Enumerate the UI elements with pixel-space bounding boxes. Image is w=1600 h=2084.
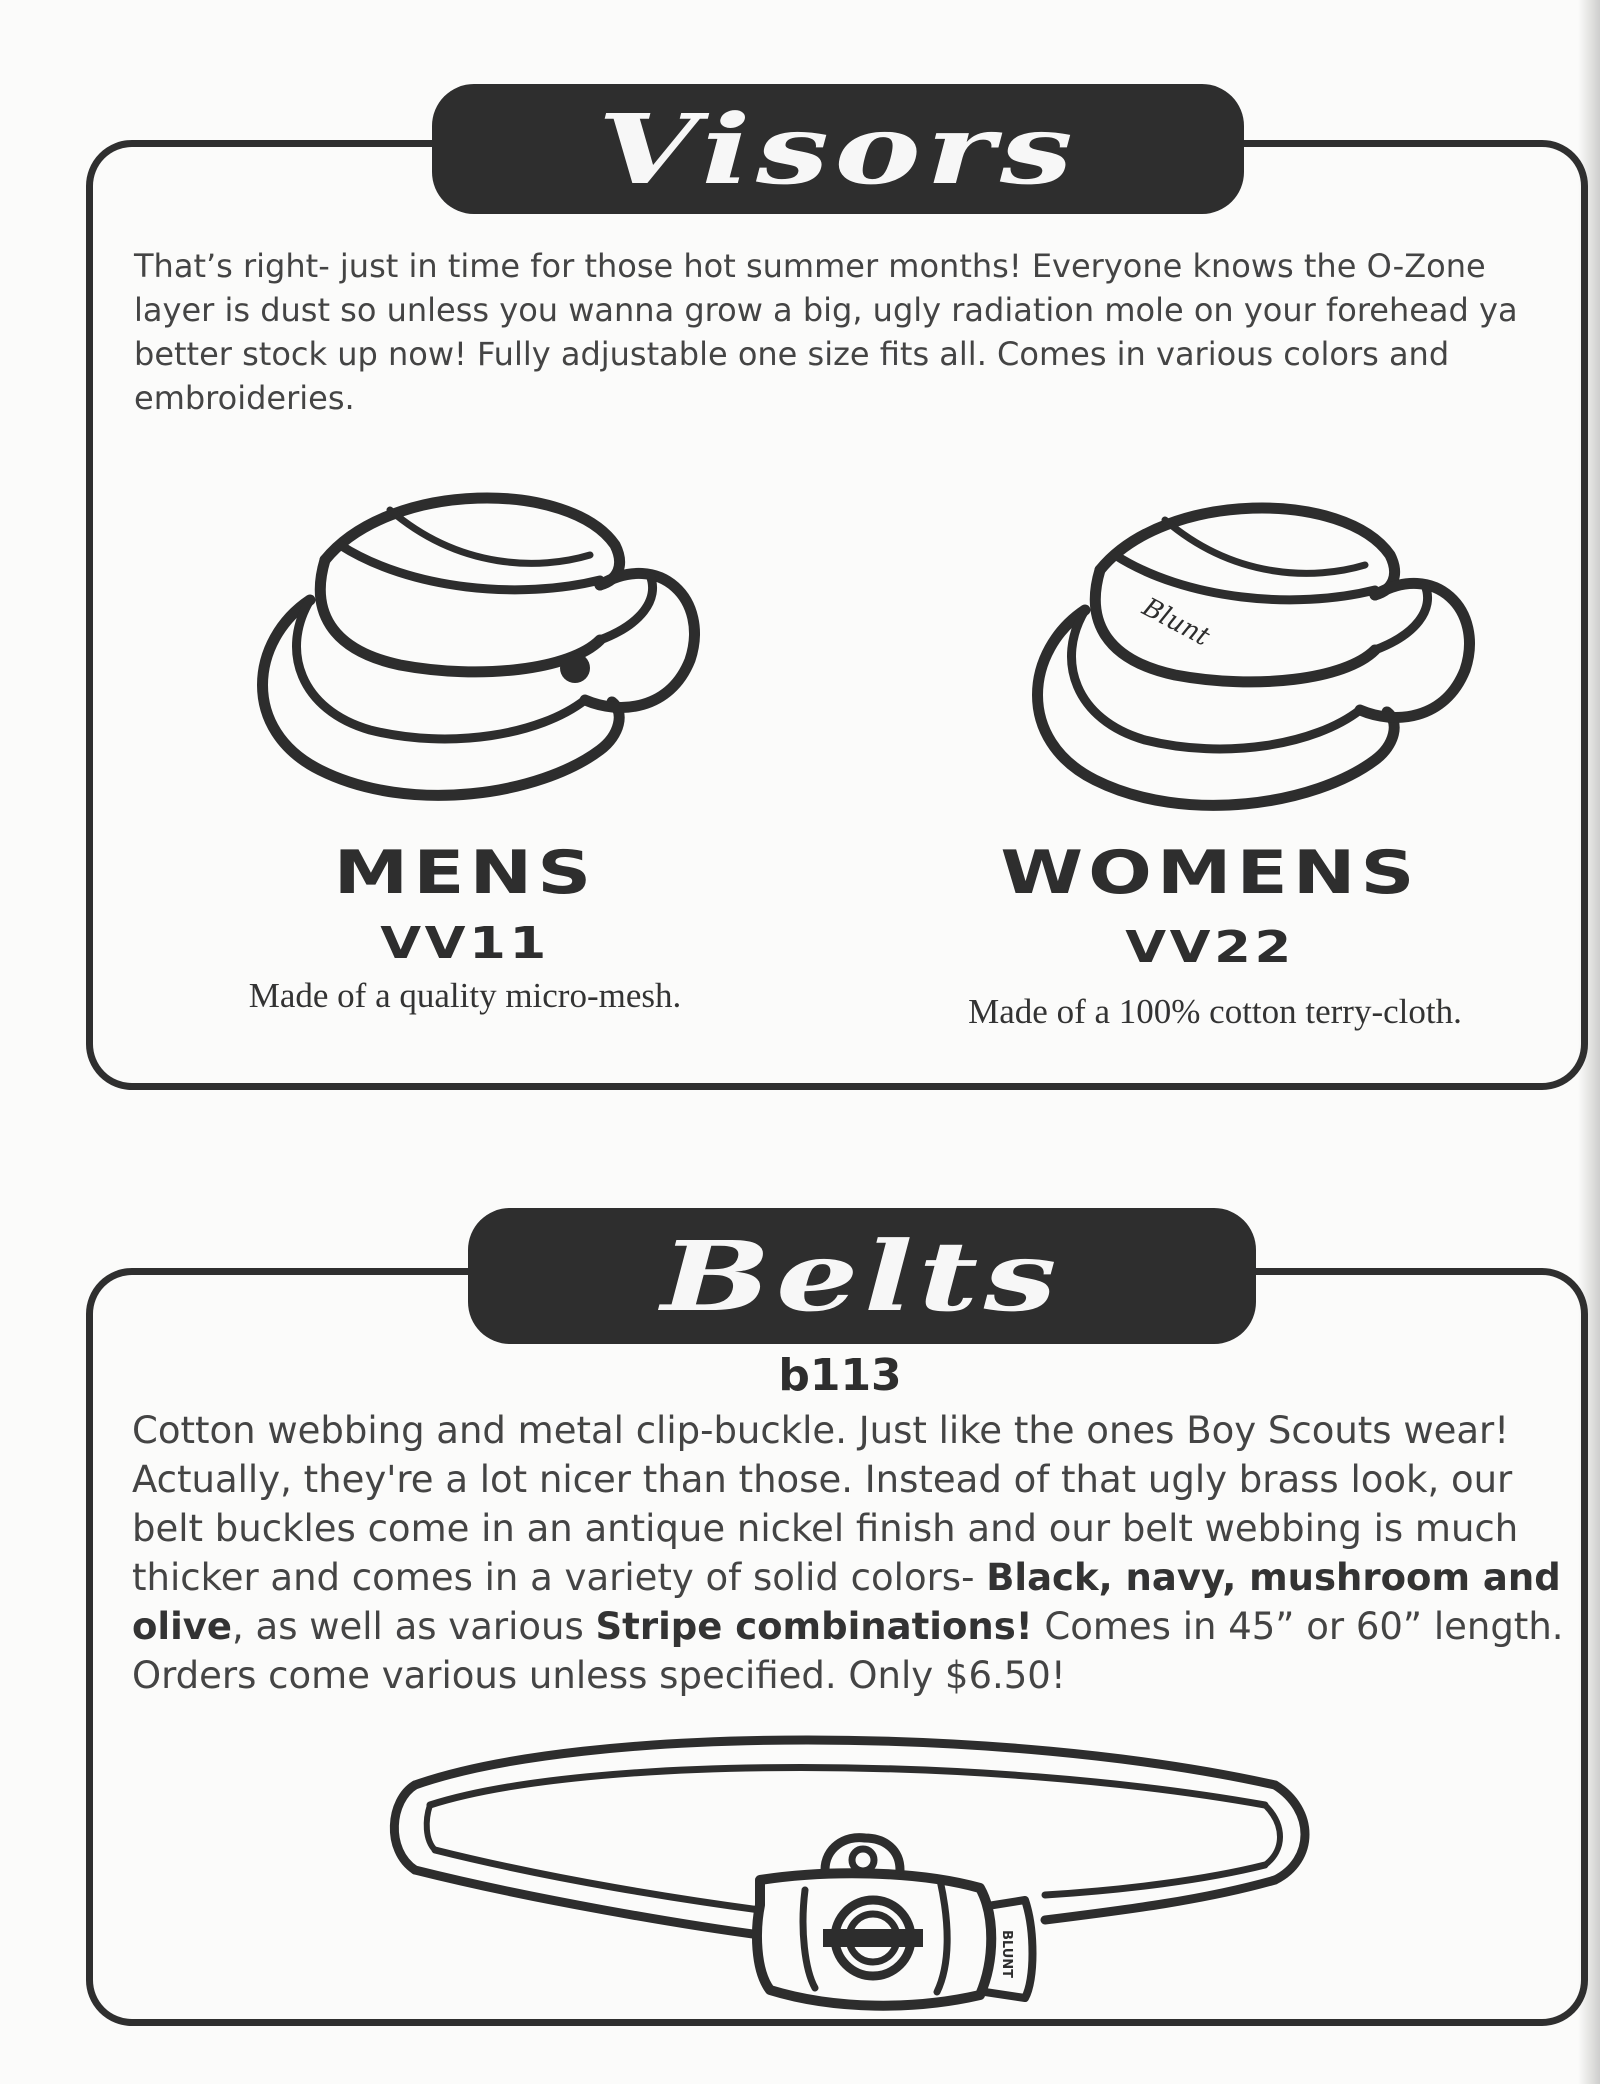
mens-label: MENS <box>333 838 597 908</box>
visors-title: Visors <box>597 92 1079 206</box>
belt-tab-label: BLUNT <box>999 1930 1014 1979</box>
belts-title-banner <box>468 1208 1256 1344</box>
belts-description <box>132 1406 1572 1700</box>
mens-material: Made of a quality micro-mesh. <box>248 976 682 1015</box>
mens-visor-illustration <box>240 450 720 820</box>
visors-title-banner <box>432 84 1244 214</box>
womens-code: VV22 <box>1125 922 1295 973</box>
mens-code: VV11 <box>380 918 550 969</box>
womens-visor-embroidery: Blunt <box>1137 592 1215 653</box>
womens-visor-illustration <box>1015 460 1495 830</box>
belt-illustration <box>385 1730 1325 1990</box>
mens-visor-snap-dot <box>560 653 590 683</box>
womens-label: WOMENS <box>1000 838 1420 908</box>
visors-description: That’s right- just in time for those hot summer months! Everyone knows the O-Zone layer is dust so unless you wanna grow a big, ugly radiation mole on your forehead ya better stock up now! Fully adjustable one size fits all. Comes in various colors and embroideries. <box>134 247 1518 417</box>
belts-title: Belts <box>661 1219 1063 1333</box>
womens-material: Made of a 100% cotton terry-cloth. <box>968 992 1462 1031</box>
belts-colors: Black, navy, mushroom and olive <box>132 1556 1561 1648</box>
belts-description-part1: Cotton webbing and metal clip-buckle. Just like the ones Boy Scouts wear! Actually, they're a lot nicer than those. Instead of that ugly brass look, our belt buckles come in an antique nickel finish and our belt webbing is much thicker and comes in a variety of solid colors- <box>132 1409 1519 1599</box>
belts-description-part3: Comes in 45” or 60” length. Orders come various unless specified. Only $6.50! <box>132 1605 1564 1697</box>
belts-code: b113 <box>778 1350 902 1401</box>
belts-description-part2: , as well as various <box>232 1605 596 1648</box>
belts-stripes: Stripe combinations! <box>595 1605 1033 1648</box>
belt-emblem-bar <box>823 1929 923 1947</box>
